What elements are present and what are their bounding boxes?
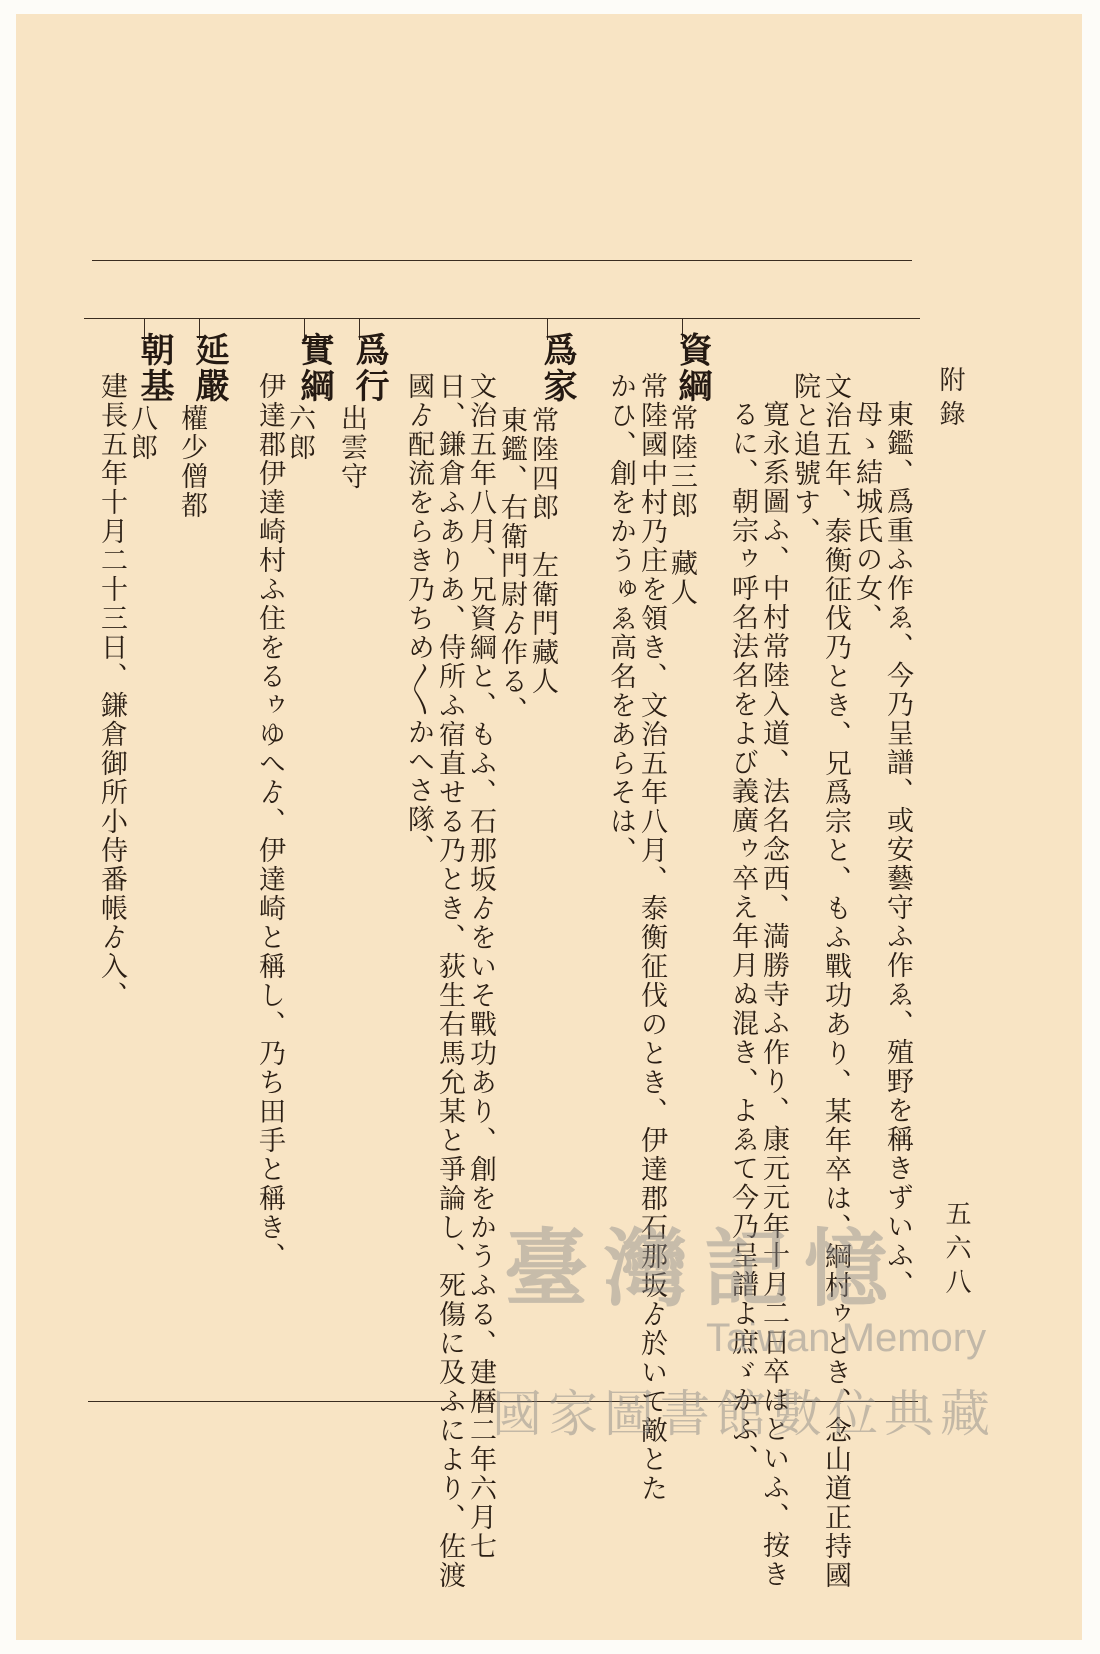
page-number: 五六八 xyxy=(941,1200,971,1302)
text-line: 建長五年十月二十三日、鎌倉御所小侍番帳ゟ入、 xyxy=(96,372,127,1010)
text-line: 院と追號す、 xyxy=(789,372,820,546)
text-line: 常陸三郎 藏人 xyxy=(666,404,697,607)
entry-name: 爲家 xyxy=(537,332,577,404)
text-line: 常陸國中村乃庄を領き、文治五年八月、泰衡征伐のとき、伊達郡石那坂ゟ於いて敵とた xyxy=(636,372,667,1503)
text-line: 國ゟ配流をらき乃ちめ〳〵かへさ隊、 xyxy=(403,372,434,863)
watermark-english: Taiwan Memory xyxy=(706,1316,987,1360)
watermark-subtitle: 國家圖書館數位典藏 xyxy=(492,1385,996,1443)
entry-name: 延嚴 xyxy=(189,332,229,404)
text-line: 出雲守 xyxy=(336,404,367,491)
text-line: 東鑑、爲重ふ作ゑ、今乃呈譜、或安藝守ふ作ゑ、殖野を稱きずいふ、 xyxy=(882,400,913,1299)
header-label: 附錄 xyxy=(935,366,965,434)
entry-name: 朝基 xyxy=(134,332,174,404)
top-rule xyxy=(92,260,912,261)
text-line: 伊達郡伊達崎村ふ住をるゥゆへゟ、伊達崎と稱し、乃ち田手と稱き、 xyxy=(254,372,285,1271)
document-page xyxy=(16,14,1082,1640)
column-rule xyxy=(84,318,920,319)
watermark-title: 臺灣記憶 xyxy=(504,1219,905,1318)
entry-name: 爲行 xyxy=(349,332,389,404)
text-line: 文治五年、泰衡征伐乃とき、兄爲宗と、もふ戰功あり、某年卒は、綱村ゥとき、念山道正持國 xyxy=(820,372,851,1590)
text-line: 六郎 xyxy=(284,404,315,462)
entry-name: 資綱 xyxy=(672,332,712,404)
text-line: 日、鎌倉ふありあ、侍所ふ宿直せる乃とき、荻生右馬允某と爭論し、死傷に及ふにより、佐渡 xyxy=(434,372,465,1590)
text-line: かひ、創をかうゅゑ高名をあらそは、 xyxy=(605,372,636,865)
text-line: 寛永系圖ふ、中村常陸入道、法名念西、満勝寺ふ作り、康元元年十月二日卒はといふ、按き xyxy=(758,400,789,1589)
text-line: 東鑑、右衛門尉ゟ作る、 xyxy=(496,406,527,725)
text-line: 權少僧都 xyxy=(176,404,207,520)
text-line: 八郎 xyxy=(126,404,157,462)
text-line: 文治五年八月、兄資綱と、もふ、石那坂ゟをいそ戰功あり、創をかうふる、建暦二年六月七 xyxy=(465,372,496,1561)
text-line: るに、朝宗ゥ呼名法名をよび義廣ゥ卒え年月ぬ混き、よゑて今乃呈譜よ庶ゞかふ、 xyxy=(727,400,758,1473)
text-line: 母ゝ結城氏の女、 xyxy=(851,400,882,632)
entry-name: 實綱 xyxy=(294,332,334,404)
text-line: 常陸四郎 左衛門藏人 xyxy=(527,406,558,696)
